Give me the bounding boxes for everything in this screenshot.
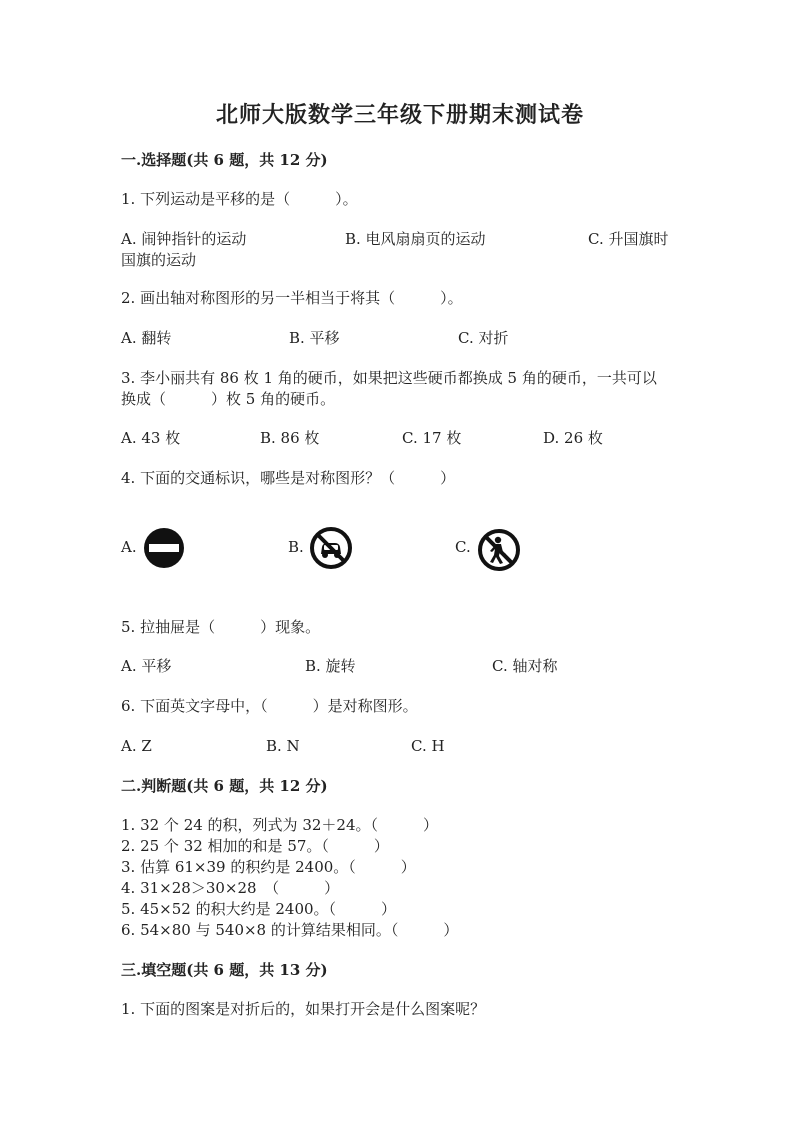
fill-in-question-1: 1. 下面的图案是对折后的，如果打开会是什么图案呢？ (121, 1000, 486, 1018)
question-1-stem: 1. 下列运动是平移的是（ ）。 (121, 190, 358, 208)
judgement-item-1: 1. 32 个 24 的积，列式为 32＋24。（ ） (121, 816, 439, 834)
question-3-option-a: A. 43 枚 (121, 429, 181, 447)
question-1-option-c-continued: 国旗的运动 (121, 251, 197, 269)
question-3-option-c: C. 17 枚 (402, 429, 462, 447)
judgement-item-3: 3. 估算 61×39 的积约是 2400。（ ） (121, 858, 416, 876)
question-4-stem: 4. 下面的交通标识，哪些是对称图形？（ ） (121, 469, 456, 487)
question-4-option-a: A. (121, 538, 137, 556)
no-pedestrians-sign-icon (478, 529, 520, 571)
question-5-option-c: C. 轴对称 (492, 657, 558, 675)
section-heading-choice: 一.选择题(共 6 题，共 12 分) (121, 151, 328, 169)
question-2-option-a: A. 翻转 (121, 329, 172, 347)
no-entry-sign-icon (143, 527, 185, 569)
question-3-stem-continued: 换成（ ）枚 5 角的硬币。 (121, 390, 336, 408)
judgement-item-6: 6. 54×80 与 540×8 的计算结果相同。（ ） (121, 921, 459, 939)
question-2-stem: 2. 画出轴对称图形的另一半相当于将其（ ）。 (121, 289, 463, 307)
judgement-item-5: 5. 45×52 的积大约是 2400。（ ） (121, 900, 397, 918)
question-3-option-d: D. 26 枚 (543, 429, 603, 447)
question-6-option-a: A. Z (121, 737, 152, 755)
question-1-option-c: C. 升国旗时 (588, 230, 669, 248)
question-6-option-c: C. H (411, 737, 445, 755)
question-5-stem: 5. 拉抽屉是（ ）现象。 (121, 618, 321, 636)
judgement-item-2: 2. 25 个 32 相加的和是 57。（ ） (121, 837, 389, 855)
question-3-option-b: B. 86 枚 (260, 429, 320, 447)
question-5-option-a: A. 平移 (121, 657, 172, 675)
no-motor-vehicles-sign-icon (310, 527, 352, 569)
question-6-stem: 6. 下面英文字母中，（ ）是对称图形。 (121, 697, 418, 715)
question-3-stem: 3. 李小丽共有 86 枚 1 角的硬币，如果把这些硬币都换成 5 角的硬币，一共可以 (121, 369, 657, 387)
judgement-item-4: 4. 31×28＞30×28 （ ） (121, 879, 340, 897)
section-heading-judgement: 二.判断题(共 6 题，共 12 分) (121, 777, 328, 795)
question-2-option-c: C. 对折 (458, 329, 509, 347)
section-heading-fill-in: 三.填空题(共 6 题，共 13 分) (121, 961, 328, 979)
question-4-option-c: C. (455, 538, 471, 556)
question-4-option-b: B. (288, 538, 304, 556)
question-6-option-b: B. N (266, 737, 300, 755)
question-5-option-b: B. 旋转 (305, 657, 356, 675)
page-title: 北师大版数学三年级下册期末测试卷 (215, 102, 584, 128)
question-2-option-b: B. 平移 (289, 329, 340, 347)
question-1-option-b: B. 电风扇扇页的运动 (345, 230, 486, 248)
question-1-option-a: A. 闹钟指针的运动 (121, 230, 247, 248)
